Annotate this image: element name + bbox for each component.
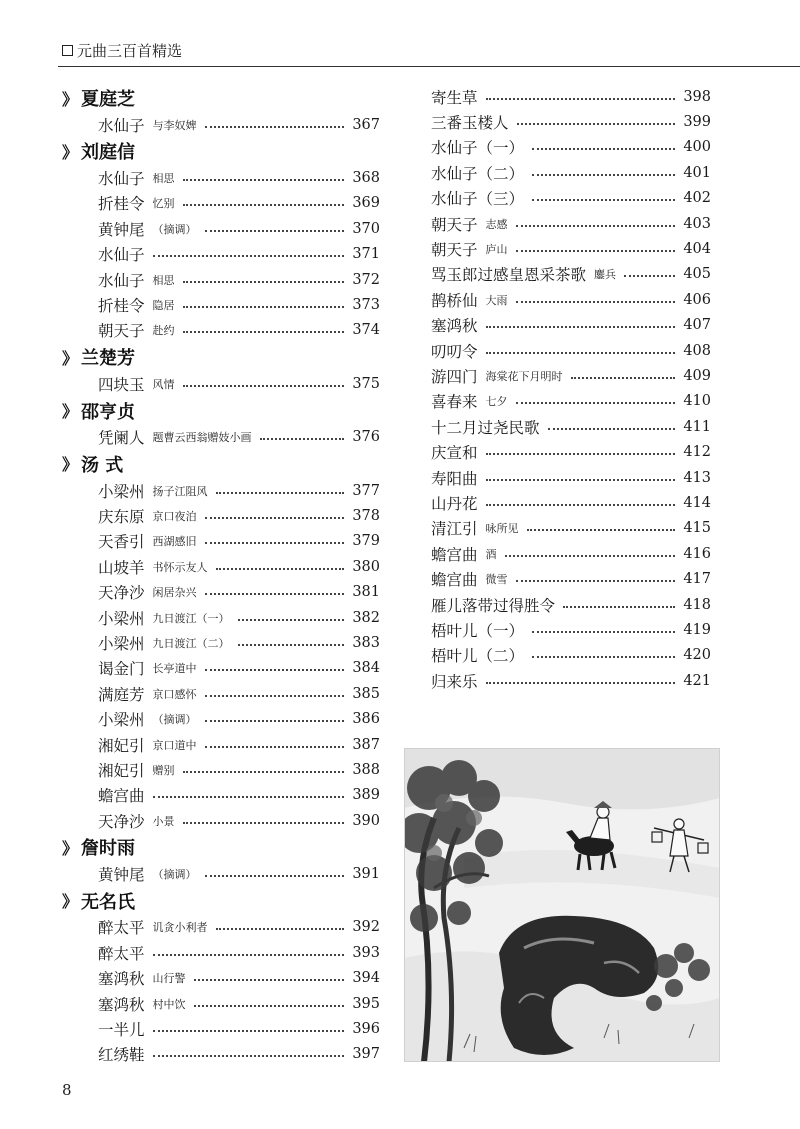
entry-title: 小梁州 — [98, 609, 145, 628]
entry-subtitle: 山行警 — [152, 972, 186, 986]
author-heading — [62, 137, 380, 165]
entry-title: 蟾宫曲 — [431, 571, 478, 590]
author-name: 兰楚芳 — [81, 348, 136, 370]
entry-title: 十二月过尧民歌 — [431, 418, 540, 437]
dot-leader — [205, 542, 345, 544]
toc-right-column — [431, 84, 711, 693]
entry-title: 折桂令 — [98, 297, 145, 316]
toc-entry[interactable] — [62, 579, 380, 604]
running-head — [62, 40, 182, 61]
entry-title: 山坡羊 — [98, 558, 145, 577]
toc-entry[interactable] — [62, 529, 380, 554]
toc-entry[interactable] — [431, 592, 711, 617]
toc-entry[interactable] — [62, 808, 380, 833]
entry-page-number: 391 — [352, 866, 380, 883]
entry-title: 三番玉楼人 — [431, 114, 509, 133]
toc-entry[interactable] — [62, 630, 380, 655]
running-title: 元曲三百首精选 — [77, 42, 183, 60]
author-heading — [62, 450, 380, 478]
entry-page-number: 382 — [352, 609, 380, 626]
entry-page-number: 419 — [683, 621, 711, 638]
entry-subtitle: 闲居杂兴 — [152, 586, 197, 600]
toc-entry[interactable] — [431, 84, 711, 109]
entry-title: 梧叶儿（二） — [431, 647, 525, 666]
entry-subtitle: 村中饮 — [152, 997, 186, 1011]
dot-leader — [532, 174, 675, 176]
entry-subtitle: （摘调） — [152, 713, 197, 727]
entry-title: 叨叨令 — [431, 342, 478, 361]
author-name: 汤 式 — [81, 454, 124, 476]
entry-page-number: 389 — [352, 787, 380, 804]
entry-title: 一半儿 — [98, 1021, 145, 1040]
entry-title: 骂玉郎过感皇恩采茶歌 — [431, 266, 587, 285]
entry-subtitle: 京口感怀 — [152, 687, 197, 701]
entry-page-number: 410 — [683, 393, 711, 410]
dot-leader — [486, 352, 676, 354]
dot-leader — [216, 928, 345, 930]
dot-leader — [194, 1005, 345, 1007]
chevron-marker-icon: 》 — [62, 142, 74, 162]
entry-page-number: 397 — [352, 1046, 380, 1063]
toc-entry[interactable] — [62, 292, 380, 317]
toc-entry[interactable] — [431, 566, 711, 591]
entry-subtitle: 书怀示友人 — [152, 560, 208, 574]
entry-page-number: 378 — [352, 507, 380, 524]
dot-leader — [486, 504, 676, 506]
entry-title: 水仙子（二） — [431, 164, 525, 183]
dot-leader — [153, 255, 345, 257]
dot-leader — [505, 555, 676, 557]
entry-title: 天香引 — [98, 533, 145, 552]
dot-leader — [216, 568, 345, 570]
entry-page-number: 394 — [352, 970, 380, 987]
toc-entry[interactable] — [431, 541, 711, 566]
entry-subtitle: 忆别 — [152, 197, 175, 211]
toc-entry[interactable] — [62, 605, 380, 630]
dot-leader — [183, 204, 345, 206]
entry-subtitle: 海棠花下月明时 — [485, 369, 563, 383]
toc-entry[interactable] — [62, 216, 380, 241]
author-name: 夏庭芝 — [81, 89, 136, 110]
entry-page-number: 413 — [683, 469, 711, 486]
entry-subtitle: 大雨 — [485, 293, 508, 307]
entry-title: 湘妃引 — [98, 761, 145, 780]
dot-leader — [516, 580, 676, 582]
toc-entry[interactable] — [431, 414, 711, 439]
chevron-marker-icon: 》 — [62, 892, 74, 912]
dot-leader — [183, 331, 345, 333]
dot-leader — [486, 682, 676, 684]
entry-page-number: 386 — [352, 711, 380, 728]
author-heading — [62, 343, 380, 371]
entry-subtitle: 扬子江阻风 — [152, 484, 208, 498]
entry-page-number: 404 — [683, 241, 711, 258]
dot-leader — [153, 796, 345, 798]
entry-page-number: 376 — [352, 429, 380, 446]
landscape-painting-illustration — [404, 748, 720, 1062]
dot-leader — [216, 492, 345, 494]
toc-entry[interactable] — [431, 186, 711, 211]
entry-subtitle: 题曹云西翁赠妓小画 — [152, 431, 252, 445]
toc-entry[interactable] — [62, 732, 380, 757]
toc-entry[interactable] — [431, 668, 711, 693]
entry-page-number: 367 — [352, 116, 380, 133]
entry-title: 蟾宫曲 — [98, 787, 145, 806]
toc-entry[interactable] — [62, 966, 380, 991]
entry-page-number: 384 — [352, 660, 380, 677]
dot-leader — [205, 517, 345, 519]
square-box-icon — [62, 45, 73, 56]
dot-leader — [205, 230, 345, 232]
dot-leader — [532, 148, 675, 150]
dot-leader — [183, 281, 345, 283]
dot-leader — [205, 746, 345, 748]
entry-page-number: 373 — [352, 297, 380, 314]
toc-entry[interactable] — [62, 191, 380, 216]
author-heading — [62, 833, 380, 861]
author-name: 邵亨贞 — [81, 401, 136, 423]
toc-entry[interactable] — [431, 389, 711, 414]
entry-subtitle: 酒 — [485, 547, 497, 561]
dot-leader — [153, 1030, 345, 1032]
entry-page-number: 408 — [683, 342, 711, 359]
toc-entry[interactable] — [62, 783, 380, 808]
entry-title: 朝天子 — [431, 215, 478, 234]
dot-leader — [194, 979, 345, 981]
entry-title: 朝天子 — [431, 241, 478, 260]
dot-leader — [205, 126, 345, 128]
dot-leader — [517, 123, 676, 125]
entry-title: 庆东原 — [98, 507, 145, 526]
entry-title: 水仙子 — [98, 170, 145, 189]
entry-subtitle: 志感 — [485, 217, 508, 231]
entry-page-number: 412 — [683, 444, 711, 461]
entry-title: 四块玉 — [98, 375, 145, 394]
toc-entry[interactable] — [62, 706, 380, 731]
entry-title: 天净沙 — [98, 812, 145, 831]
entry-subtitle: 与李奴婢 — [152, 118, 197, 132]
entry-page-number: 393 — [352, 944, 380, 961]
dot-leader — [563, 606, 675, 608]
entry-title: 塞鸿秋 — [98, 995, 145, 1014]
entry-title: 喜春来 — [431, 393, 478, 412]
dot-leader — [624, 275, 675, 277]
dot-leader — [238, 644, 345, 646]
toc-entry[interactable] — [62, 503, 380, 528]
dot-leader — [205, 593, 345, 595]
chevron-marker-icon: 》 — [62, 838, 74, 858]
entry-page-number: 399 — [683, 114, 711, 131]
dot-leader — [205, 875, 345, 877]
entry-title: 湘妃引 — [98, 736, 145, 755]
entry-subtitle: 西湖感旧 — [152, 535, 197, 549]
dot-leader — [516, 225, 676, 227]
dot-leader — [516, 250, 676, 252]
entry-page-number: 381 — [352, 584, 380, 601]
entry-title: 醉太平 — [98, 944, 145, 963]
entry-page-number: 383 — [352, 634, 380, 651]
entry-subtitle: 小景 — [152, 814, 175, 828]
toc-entry[interactable] — [431, 490, 711, 515]
toc-entry[interactable] — [62, 1016, 380, 1041]
toc-entry[interactable] — [431, 135, 711, 160]
entry-title: 水仙子（三） — [431, 190, 525, 209]
entry-title: 满庭芳 — [98, 685, 145, 704]
entry-title: 黄钟尾 — [98, 866, 145, 885]
entry-page-number: 405 — [683, 266, 711, 283]
entry-subtitle: （摘调） — [152, 222, 197, 236]
chevron-marker-icon: 》 — [62, 402, 74, 422]
entry-page-number: 374 — [352, 322, 380, 339]
dot-leader — [516, 402, 676, 404]
toc-entry[interactable] — [431, 338, 711, 363]
toc-entry[interactable] — [431, 439, 711, 464]
dot-leader — [183, 306, 345, 308]
dot-leader — [183, 822, 345, 824]
entry-page-number: 411 — [683, 418, 711, 435]
dot-leader — [153, 1055, 345, 1057]
toc-entry[interactable] — [62, 757, 380, 782]
entry-subtitle: 九日渡江（一） — [152, 611, 230, 625]
toc-left-column — [62, 84, 380, 1067]
entry-title: 寿阳曲 — [431, 469, 478, 488]
entry-title: 游四门 — [431, 367, 478, 386]
entry-title: 水仙子 — [98, 116, 145, 135]
entry-title: 谒金门 — [98, 660, 145, 679]
dot-leader — [205, 695, 345, 697]
dot-leader — [532, 656, 675, 658]
toc-entry[interactable] — [62, 425, 380, 450]
dot-leader — [486, 98, 676, 100]
entry-page-number: 395 — [352, 995, 380, 1012]
author-name: 詹时雨 — [81, 838, 136, 860]
dot-leader — [532, 631, 675, 633]
toc-entry[interactable] — [431, 236, 711, 261]
entry-title: 天净沙 — [98, 584, 145, 603]
toc-entry[interactable] — [62, 656, 380, 681]
entry-title: 塞鸿秋 — [98, 970, 145, 989]
dot-leader — [238, 619, 345, 621]
entry-title: 蟾宫曲 — [431, 545, 478, 564]
entry-title: 水仙子 — [98, 246, 145, 265]
entry-page-number: 377 — [352, 482, 380, 499]
toc-entry[interactable] — [431, 643, 711, 668]
dot-leader — [548, 428, 676, 430]
toc-entry[interactable] — [62, 1042, 380, 1067]
entry-title: 塞鸿秋 — [431, 317, 478, 336]
chevron-marker-icon: 》 — [62, 348, 74, 368]
entry-page-number: 398 — [683, 88, 711, 105]
entry-page-number: 380 — [352, 558, 380, 575]
entry-page-number: 387 — [352, 736, 380, 753]
entry-page-number: 414 — [683, 494, 711, 511]
entry-subtitle: 鏖兵 — [594, 268, 617, 282]
author-heading — [62, 397, 380, 425]
toc-entry[interactable] — [431, 109, 711, 134]
entry-title: 雁儿落带过得胜令 — [431, 596, 556, 615]
entry-page-number: 420 — [683, 647, 711, 664]
entry-subtitle: 赠别 — [152, 763, 175, 777]
dot-leader — [486, 479, 676, 481]
entry-page-number: 407 — [683, 317, 711, 334]
dot-leader — [486, 453, 676, 455]
toc-entry[interactable] — [431, 465, 711, 490]
dot-leader — [527, 529, 676, 531]
entry-page-number: 379 — [352, 533, 380, 550]
header-rule — [58, 66, 800, 67]
entry-page-number: 388 — [352, 761, 380, 778]
entry-page-number: 421 — [683, 672, 711, 689]
entry-title: 归来乐 — [431, 672, 478, 691]
toc-entry[interactable] — [431, 211, 711, 236]
entry-page-number: 396 — [352, 1021, 380, 1038]
entry-title: 醉太平 — [98, 919, 145, 938]
dot-leader — [532, 199, 675, 201]
dot-leader — [183, 179, 345, 181]
entry-page-number: 369 — [352, 195, 380, 212]
entry-page-number: 368 — [352, 170, 380, 187]
author-name: 无名氏 — [81, 891, 136, 913]
dot-leader — [205, 669, 345, 671]
entry-page-number: 418 — [683, 596, 711, 613]
entry-subtitle: 七夕 — [485, 395, 508, 409]
toc-entry[interactable] — [62, 681, 380, 706]
entry-subtitle: 京口道中 — [152, 738, 197, 752]
entry-subtitle: 庐山 — [485, 243, 508, 257]
entry-subtitle: 风情 — [152, 377, 175, 391]
entry-title: 清江引 — [431, 520, 478, 539]
entry-subtitle: 微雪 — [485, 573, 508, 587]
entry-title: 小梁州 — [98, 711, 145, 730]
entry-subtitle: 相思 — [152, 273, 175, 287]
entry-page-number: 417 — [683, 571, 711, 588]
entry-title: 黄钟尾 — [98, 220, 145, 239]
entry-title: 朝天子 — [98, 322, 145, 341]
toc-entry[interactable] — [431, 160, 711, 185]
entry-title: 山丹花 — [431, 494, 478, 513]
toc-entry[interactable] — [431, 617, 711, 642]
entry-title: 水仙子（一） — [431, 139, 525, 158]
entry-subtitle: 咏所见 — [485, 522, 519, 536]
toc-entry[interactable] — [431, 262, 711, 287]
author-name: 刘庭信 — [81, 142, 136, 164]
dot-leader — [260, 438, 345, 440]
toc-entry[interactable] — [62, 478, 380, 503]
ink-painting-svg — [404, 748, 720, 1062]
author-heading — [62, 84, 380, 112]
entry-title: 折桂令 — [98, 195, 145, 214]
toc-entry[interactable] — [62, 861, 380, 886]
toc-entry[interactable] — [62, 371, 380, 396]
dot-leader — [571, 377, 676, 379]
entry-title: 小梁州 — [98, 482, 145, 501]
toc-entry[interactable] — [431, 287, 711, 312]
page-number: 8 — [62, 1081, 72, 1099]
entry-page-number: 375 — [352, 375, 380, 392]
entry-title: 梧叶儿（一） — [431, 621, 525, 640]
toc-entry[interactable] — [62, 991, 380, 1016]
entry-subtitle: （摘调） — [152, 868, 197, 882]
chevron-marker-icon: 》 — [62, 89, 74, 109]
toc-entry[interactable] — [431, 516, 711, 541]
toc-entry[interactable] — [62, 242, 380, 267]
entry-title: 凭阑人 — [98, 429, 145, 448]
entry-page-number: 392 — [352, 919, 380, 936]
entry-title: 鹊桥仙 — [431, 291, 478, 310]
entry-subtitle: 隐居 — [152, 299, 175, 313]
toc-entry[interactable] — [431, 363, 711, 388]
dot-leader — [153, 954, 345, 956]
entry-subtitle: 赴约 — [152, 324, 175, 338]
entry-title: 红绣鞋 — [98, 1046, 145, 1065]
entry-title: 庆宣和 — [431, 444, 478, 463]
dot-leader — [516, 301, 676, 303]
dot-leader — [205, 720, 345, 722]
entry-subtitle: 京口夜泊 — [152, 509, 197, 523]
entry-page-number: 401 — [683, 164, 711, 181]
entry-page-number: 416 — [683, 545, 711, 562]
author-heading — [62, 887, 380, 915]
toc-entry[interactable] — [431, 313, 711, 338]
dot-leader — [486, 326, 676, 328]
entry-page-number: 415 — [683, 520, 711, 537]
entry-page-number: 402 — [683, 190, 711, 207]
entry-title: 水仙子 — [98, 271, 145, 290]
entry-page-number: 385 — [352, 685, 380, 702]
chevron-marker-icon: 》 — [62, 455, 74, 475]
entry-page-number: 370 — [352, 220, 380, 237]
entry-page-number: 409 — [683, 367, 711, 384]
entry-page-number: 390 — [352, 812, 380, 829]
dot-leader — [183, 385, 345, 387]
entry-page-number: 403 — [683, 215, 711, 232]
toc-entry[interactable] — [62, 112, 380, 137]
dot-leader — [183, 771, 345, 773]
entry-page-number: 406 — [683, 291, 711, 308]
entry-subtitle: 相思 — [152, 172, 175, 186]
toc-entry[interactable] — [62, 318, 380, 343]
toc-entry[interactable] — [62, 940, 380, 965]
entry-subtitle: 讥贪小利者 — [152, 921, 208, 935]
entry-subtitle: 九日渡江（二） — [152, 636, 230, 650]
toc-entry[interactable] — [62, 267, 380, 292]
toc-entry[interactable] — [62, 165, 380, 190]
toc-entry[interactable] — [62, 915, 380, 940]
entry-title: 小梁州 — [98, 634, 145, 653]
toc-entry[interactable] — [62, 554, 380, 579]
entry-page-number: 371 — [352, 246, 380, 263]
entry-title: 寄生草 — [431, 88, 478, 107]
entry-subtitle: 长亭道中 — [152, 662, 197, 676]
entry-page-number: 372 — [352, 271, 380, 288]
entry-page-number: 400 — [683, 139, 711, 156]
